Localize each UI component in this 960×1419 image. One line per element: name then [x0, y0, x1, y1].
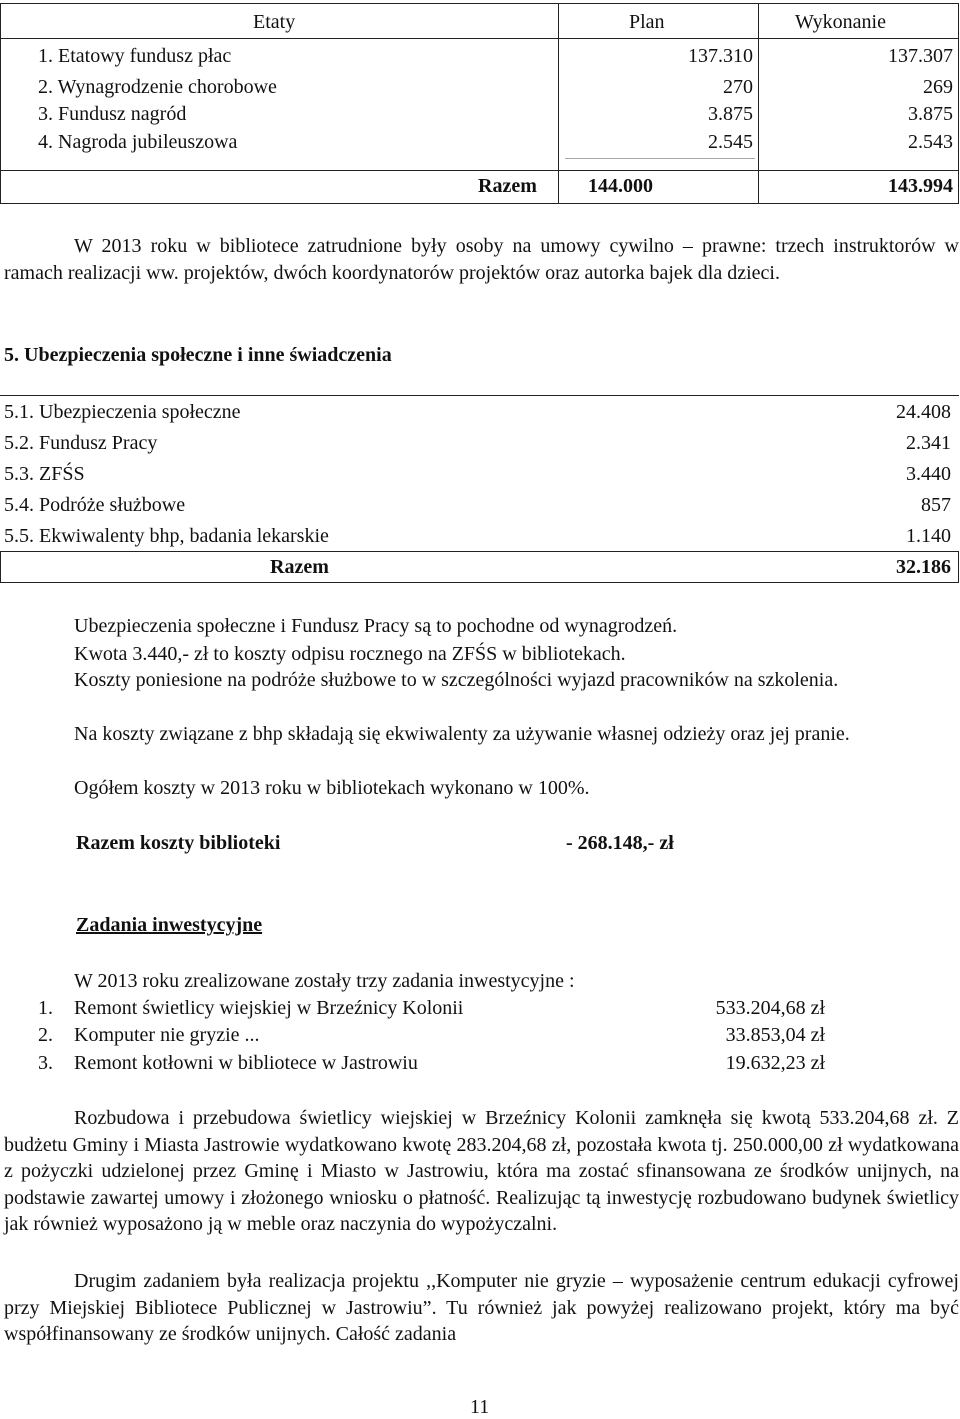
table-cell-value: 1.140 — [906, 525, 951, 547]
list-item-number: 3. — [38, 1052, 53, 1074]
table-total-label: Razem — [478, 175, 537, 197]
table-border — [0, 170, 959, 171]
table-border — [0, 551, 1, 582]
table-cell-wykonanie: 2.543 — [908, 131, 953, 153]
table-cell-wykonanie: 137.307 — [888, 45, 953, 67]
table-cell-wykonanie: 3.875 — [908, 103, 953, 125]
table-border — [0, 203, 959, 204]
list-item: Remont świetlicy wiejskiej w Brzeźnicy Kolonii — [74, 997, 464, 1019]
table-total-label: Razem — [270, 556, 329, 578]
razem-koszty-value: - 268.148,- zł — [566, 832, 674, 854]
table-row: 5.5. Ekwiwalenty bhp, badania lekarskie — [4, 525, 329, 547]
table-border — [958, 3, 959, 203]
table-cell-value: 3.440 — [906, 463, 951, 485]
paragraph-umowy: W 2013 roku w bibliotece zatrudnione były osoby na umowy cywilno – prawne: trzech instruktorów w ramach realizacji ww. projektów, dwóch koordynatorów projektów oraz autorka bajek dla dzieci. — [4, 235, 959, 284]
section-heading: 5. Ubezpieczenia społeczne i inne świadczenia — [4, 344, 392, 366]
table-border — [0, 551, 959, 552]
note: Ogółem koszty w 2013 roku w bibliotekach wykonano w 100%. — [74, 777, 590, 799]
table-border — [758, 3, 759, 203]
table-cell-value: 24.408 — [896, 401, 951, 423]
note: Kwota 3.440,- zł to koszty odpisu rocznego na ZFŚS w bibliotekach. — [74, 643, 626, 665]
table-row: 5.2. Fundusz Pracy — [4, 432, 158, 454]
table-row: 5.1. Ubezpieczenia społeczne — [4, 401, 241, 423]
page-number: 11 — [470, 1396, 490, 1418]
table-row: 2. Wynagrodzenie chorobowe — [38, 76, 277, 98]
header-wykonanie: Wykonanie — [795, 11, 886, 33]
table-row: 5.3. ZFŚS — [4, 463, 85, 485]
table-total-value: 32.186 — [896, 556, 951, 578]
table-border — [0, 395, 959, 396]
table-border — [0, 582, 959, 583]
header-plan: Plan — [629, 11, 665, 33]
table-cell-plan: 2.545 — [708, 131, 753, 153]
razem-koszty-label: Razem koszty biblioteki — [76, 832, 281, 854]
list-item-amount: 19.632,23 zł — [725, 1052, 825, 1074]
table-total-plan: 144.000 — [588, 175, 653, 197]
table-cell-plan: 270 — [723, 76, 753, 98]
paragraph-drugim: Drugim zadaniem była realizacja projektu ,,Komputer nie gryzie – wyposażenie centrum edukacji cyfrowej przy Miejskiej Bibliotece Publicznej w Jastrowiu”. Tu również jak powyżej realizowano projekt, który ma być współfinansowany ze środków unijnych. Całość zadania — [4, 1270, 959, 1345]
note: Koszty poniesione na podróże służbowe to w szczególności wyjazd pracowników na szkolenia. — [74, 669, 839, 691]
table-row: 5.4. Podróże służbowe — [4, 494, 186, 516]
list-item: Remont kotłowni w bibliotece w Jastrowiu — [74, 1052, 418, 1074]
list-item-amount: 33.853,04 zł — [725, 1024, 825, 1046]
list-item-number: 1. — [38, 997, 53, 1019]
table-border — [0, 3, 959, 4]
header-etaty: Etaty — [253, 11, 296, 33]
table-border — [0, 38, 959, 39]
paragraph-rozbudowa: Rozbudowa i przebudowa świetlicy wiejskiej w Brzeźnicy Kolonii zamknęła się kwotą 533.204,68 zł. Z budżetu Gminy i Miasta Jastrowie wydatkowano kwotę 283.204,68 zł, pozostała kwota tj. 250.000,00 zł wydatkowana z pożyczki udzielonej przez Gminę i Miasto w Jastrowiu, która ma zostać sfinansowana ze środków unijnych, na podstawie zawartej umowy i złożonego wniosku o płatność. Realizując tą inwestycję rozbudowano budynek świetlicy jak również wyposażono ją w meble oraz naczynia do wypożyczalni. — [4, 1107, 959, 1235]
table-cell-value: 857 — [921, 494, 951, 516]
note: Ubezpieczenia społeczne i Fundusz Pracy są to pochodne od wynagrodzeń. — [74, 615, 678, 637]
table-total-wykonanie: 143.994 — [888, 175, 953, 197]
table-border — [958, 551, 959, 582]
investments-heading: Zadania inwestycyjne — [76, 914, 263, 936]
table-row: 1. Etatowy fundusz płac — [38, 45, 232, 67]
list-item-amount: 533.204,68 zł — [715, 997, 825, 1019]
list-item: Komputer nie gryzie ... — [74, 1024, 260, 1046]
table-cell-value: 2.341 — [906, 432, 951, 454]
table-border — [0, 3, 1, 203]
list-item-number: 2. — [38, 1024, 53, 1046]
table-border — [558, 3, 559, 203]
table-row: 3. Fundusz nagród — [38, 103, 187, 125]
table-cell-wykonanie: 269 — [923, 76, 953, 98]
table-cell-plan: 3.875 — [708, 103, 753, 125]
note: Na koszty związane z bhp składają się ekwiwalenty za używanie własnej odzieży oraz jej pranie. — [74, 723, 850, 745]
table-row: 4. Nagroda jubileuszowa — [38, 131, 238, 153]
table-border — [565, 158, 755, 159]
investments-intro: W 2013 roku zrealizowane zostały trzy zadania inwestycyjne : — [74, 970, 575, 992]
table-cell-plan: 137.310 — [688, 45, 753, 67]
